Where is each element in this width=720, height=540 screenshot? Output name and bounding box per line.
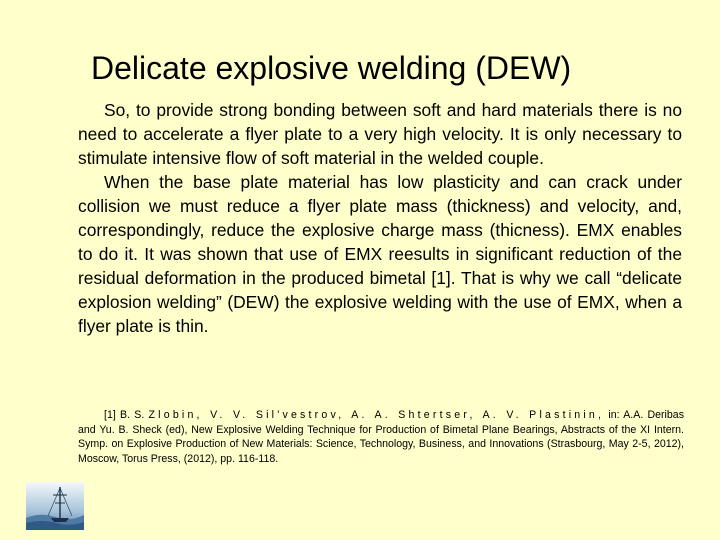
reference-note xyxy=(78,408,684,466)
body-text xyxy=(78,98,682,338)
slide-title: Delicate explosive welding (DEW) xyxy=(91,50,572,86)
ship-mast-logo-icon xyxy=(26,482,84,530)
paragraph-1: So, to provide strong bonding between soft and hard materials there is no need to accelerate a flyer plate to a very high velocity. It is only necessary to stimulate intensive flow of soft material in the welded couple. xyxy=(78,100,682,168)
reference-number: [1] B. S. xyxy=(104,409,145,421)
reference-citation: in: A.A. Deribas and Yu. B. Sheck (ed), New Explosive Welding Technique for Production of Bimetal Plane Bearings, Abstracts of the XI Intern. Symp. on Explosive Production of New Materials: Science, Technology, Business, and Innovations (Strasbourg, May 2-5, 2012), Moscow, Torus Press, (2012), pp. 116-118. xyxy=(78,409,684,465)
reference-paragraph xyxy=(78,408,684,466)
reference-authors: Zlobin, V. V. Sil'vestrov, A. A. Shtertser, A. V. Plastinin, xyxy=(148,409,605,421)
paragraph-2: When the base plate material has low plasticity and can crack under collision we must reduce a flyer plate mass (thickness) and velocity, and, correspondingly, reduce the explosive charge mass (thicness). EMX enables to do it. It was shown that use of EMX reesults in significant reduction of the residual deformation in the produced bimetal [1]. That is why we call “delicate explosion welding” (DEW) the explosive welding with the use of EMX, when a flyer plate is thin. xyxy=(78,172,682,336)
